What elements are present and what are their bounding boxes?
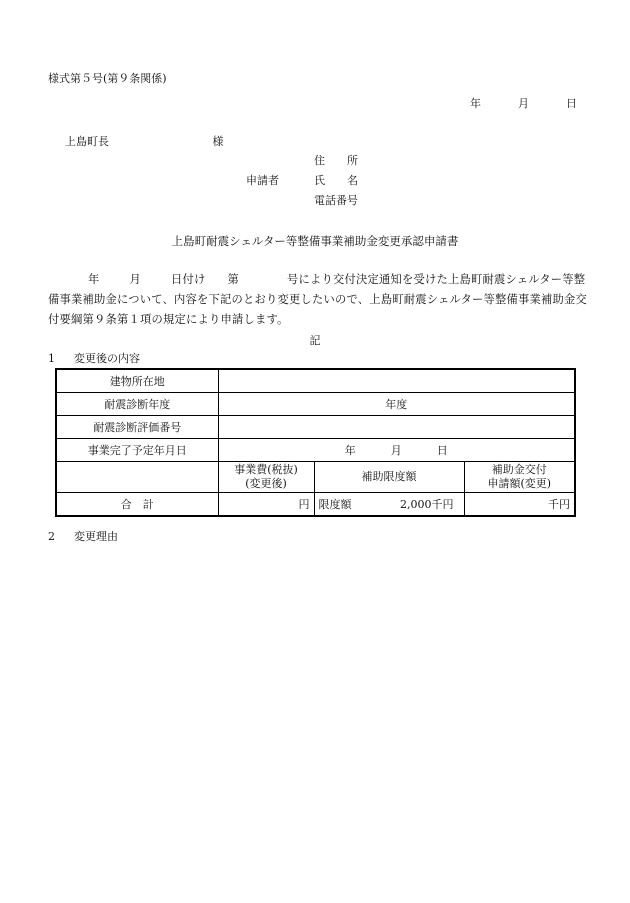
cost-header-line1: 事業費(税抜) (234, 463, 298, 476)
table-row (56, 416, 575, 439)
date-line (470, 95, 577, 111)
phone-label: 電話番号 (314, 194, 358, 207)
applicant-block (246, 152, 446, 212)
address-label: 住 所 (314, 154, 358, 167)
applicant-role: 申請者 (246, 174, 279, 187)
ki-marker: 記 (309, 334, 321, 347)
section2-label: 変更理由 (74, 530, 118, 543)
addressee (65, 133, 224, 149)
limit-label: 限度額 (318, 498, 352, 511)
body-main-text: 号により交付決定通知を受けた上島町耐震シェルター等整備事業補助金について、内容を下記のとおり変更したいので、上島町耐震シェルター等整備事業補助金交付要綱第９条第１項の規定により申請します。 (48, 273, 588, 326)
completion-month: 月 (390, 444, 402, 457)
body-month: 月 (129, 273, 141, 286)
table-row (56, 369, 575, 393)
location-value-cell[interactable] (218, 369, 575, 393)
request-column-header (464, 462, 575, 493)
section1-label: 変更後の内容 (74, 352, 140, 365)
form-number: 様式第５号(第９条関係) (48, 72, 167, 85)
date-day: 日 (566, 97, 577, 110)
row-location-label: 建物所在地 (56, 369, 218, 393)
document-title: 上島町耐震シェルター等整備事業補助金変更承認申請書 (171, 234, 459, 248)
cost-column-header (218, 462, 314, 493)
limit-value: 2,000千円 (400, 498, 454, 511)
content-table (55, 368, 576, 517)
section2-number: 2 (48, 530, 55, 543)
body-dated: 日付け (171, 273, 206, 286)
body-year: 年 (88, 273, 100, 286)
completion-year: 年 (344, 444, 356, 457)
body-dai: 第 (227, 273, 239, 286)
table-row (56, 493, 575, 517)
body-paragraph (48, 270, 588, 330)
completion-day: 日 (436, 444, 448, 457)
row-diag-year-label: 耐震診断年度 (56, 393, 218, 416)
cost-total-cell[interactable]: 円 (218, 493, 314, 517)
addressee-honorific: 様 (212, 135, 224, 148)
table-row (56, 393, 575, 416)
diag-no-value-cell[interactable] (218, 416, 575, 439)
date-year: 年 (470, 97, 481, 110)
table-row (56, 439, 575, 462)
row-diag-no-label: 耐震診断評価番号 (56, 416, 218, 439)
limit-column-header: 補助限度額 (314, 462, 464, 493)
table-header-row (56, 462, 575, 493)
section1-number: 1 (48, 352, 55, 365)
addressee-name: 上島町長 (65, 135, 109, 148)
cost-header-line2: (変更後) (245, 477, 287, 490)
limit-total-cell (314, 493, 464, 517)
total-label: 合 計 (56, 493, 218, 517)
completion-date-cell[interactable] (218, 439, 575, 462)
blank-header-cell (56, 462, 218, 493)
section2-heading (48, 528, 118, 544)
section1-heading (48, 350, 140, 366)
diag-year-value-cell[interactable]: 年度 (218, 393, 575, 416)
request-header-line1: 補助金交付 (491, 463, 547, 476)
request-total-cell[interactable]: 千円 (464, 493, 575, 517)
date-month: 月 (518, 97, 529, 110)
row-completion-label: 事業完了予定年月日 (56, 439, 218, 462)
request-header-line2: 申請額(変更) (487, 477, 552, 490)
name-label: 氏 名 (314, 174, 358, 187)
